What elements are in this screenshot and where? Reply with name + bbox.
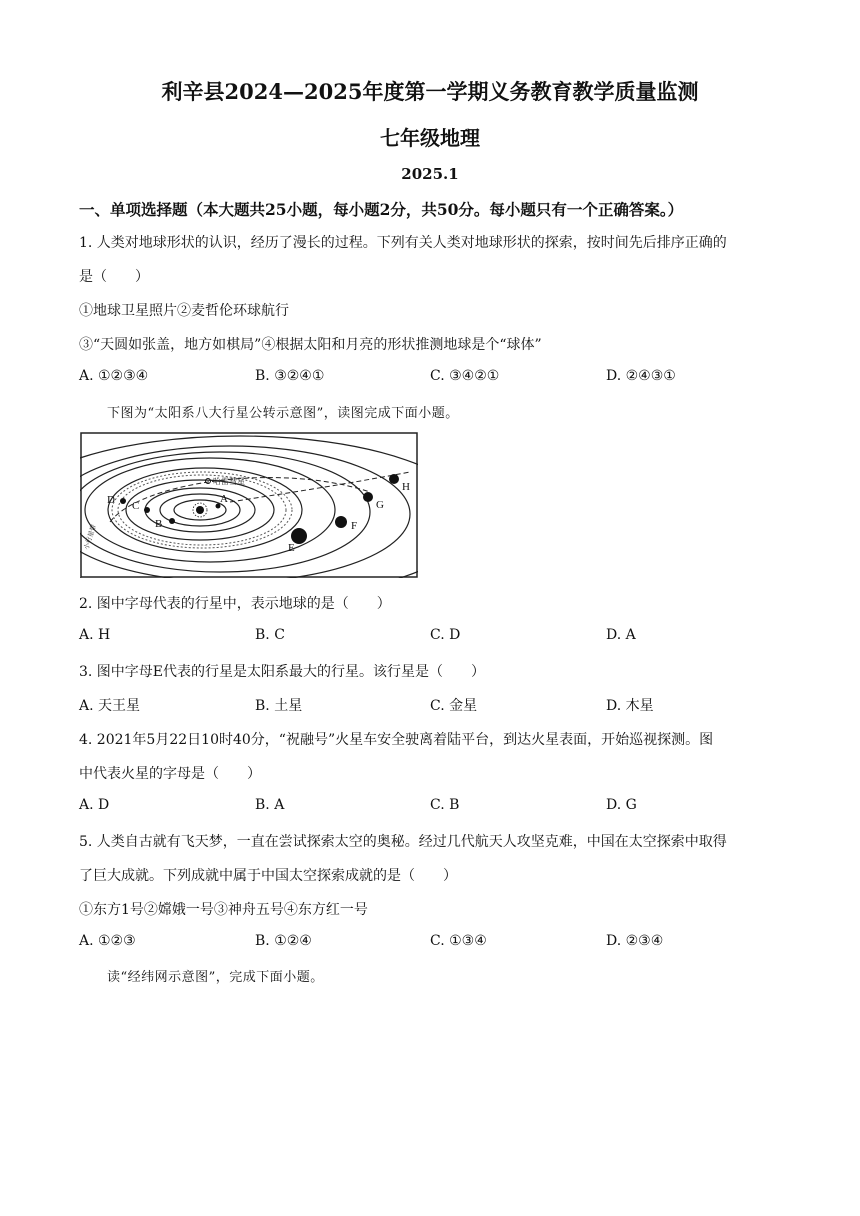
q5-option-c: C. ①③④ [430,933,487,949]
map-instruction: 读“经纬网示意图”，完成下面小题。 [107,970,324,985]
q2-stem: 2. 图中字母代表的行星中，表示地球的是（ ） [79,596,391,612]
planet-label-e: E [288,542,295,554]
page-title: 利辛县2024—2025年度第一学期义务教育教学质量监测 [161,79,699,104]
solar-system-diagram [80,432,418,578]
q5-option-b: B. ①②④ [255,933,312,949]
q1-stem-line2: 是（ ） [79,269,149,285]
q2-option-c: C. D [430,627,461,643]
q1-option-c: C. ③④②① [430,368,500,384]
q5-option-a: A. ①②③ [79,933,136,949]
diagram-instruction: 下图为“太阳系八大行星公转示意图”，读图完成下面小题。 [107,406,459,421]
planet-label-h: H [402,481,410,493]
q1-option-b: B. ③②④① [255,368,325,384]
q4-option-b: B. A [255,797,285,813]
planet-label-f: F [351,520,358,532]
section-heading: 一、单项选择题（本大题共25小题，每小题2分，共50分。每小题只有一个正确答案。） [79,200,684,219]
q5-option-d: D. ②③④ [606,933,664,949]
q5-stem-line1: 5. 人类自古就有飞天梦，一直在尝试探索太空的奥秘。经过几代航天人攻坚克难，中国在太空探索中取得 [79,834,727,850]
q4-stem-line1: 4. 2021年5月22日10时40分，“祝融号”火星车安全驶离着陆平台，到达火星表面，开始巡视探测。图 [79,732,714,748]
planet-label-b: B [155,518,163,530]
q1-items-line2: ③“天圆如张盖，地方如棋局”④根据太阳和月亮的形状推测地球是个“球体” [79,337,542,353]
q3-option-a: A. 天王星 [79,698,141,714]
q4-stem-line2: 中代表火星的字母是（ ） [79,766,261,782]
q1-option-a: A. ①②③④ [79,368,149,384]
planet-label-g: G [376,499,384,511]
q4-option-c: C. B [430,797,460,813]
q5-items: ①东方1号②嫦娥一号③神舟五号④东方红一号 [79,902,368,918]
q2-option-d: D. A [606,627,636,643]
comet-label: 哈雷彗星 [213,477,245,486]
q2-option-b: B. C [255,627,285,643]
q1-items-line1: ①地球卫星照片②麦哲伦环球航行 [79,303,289,319]
planet-label-a: A [220,493,228,505]
exam-date: 2025.1 [401,165,459,183]
q3-option-b: B. 土星 [255,698,303,714]
q3-option-d: D. 木星 [606,698,654,714]
planet-label-d: D [107,494,115,506]
q3-stem: 3. 图中字母E代表的行星是太阳系最大的行星。该行星是（ ） [79,664,486,680]
q3-option-c: C. 金星 [430,698,478,714]
q1-stem-line1: 1. 人类对地球形状的认识，经历了漫长的过程。下列有关人类对地球形状的探索，按时间先后排序正确的 [79,235,727,251]
q1-option-d: D. ②④③① [606,368,676,384]
q2-option-a: A. H [79,627,111,643]
q5-stem-line2: 了巨大成就。下列成就中属于中国太空探索成就的是（ ） [79,868,457,884]
q4-option-d: D. G [606,797,637,813]
q4-option-a: A. D [79,797,110,813]
asteroid-belt-label: 小行星带 [82,523,98,551]
planet-label-c: C [132,500,140,512]
subject-title: 七年级地理 [380,126,480,150]
